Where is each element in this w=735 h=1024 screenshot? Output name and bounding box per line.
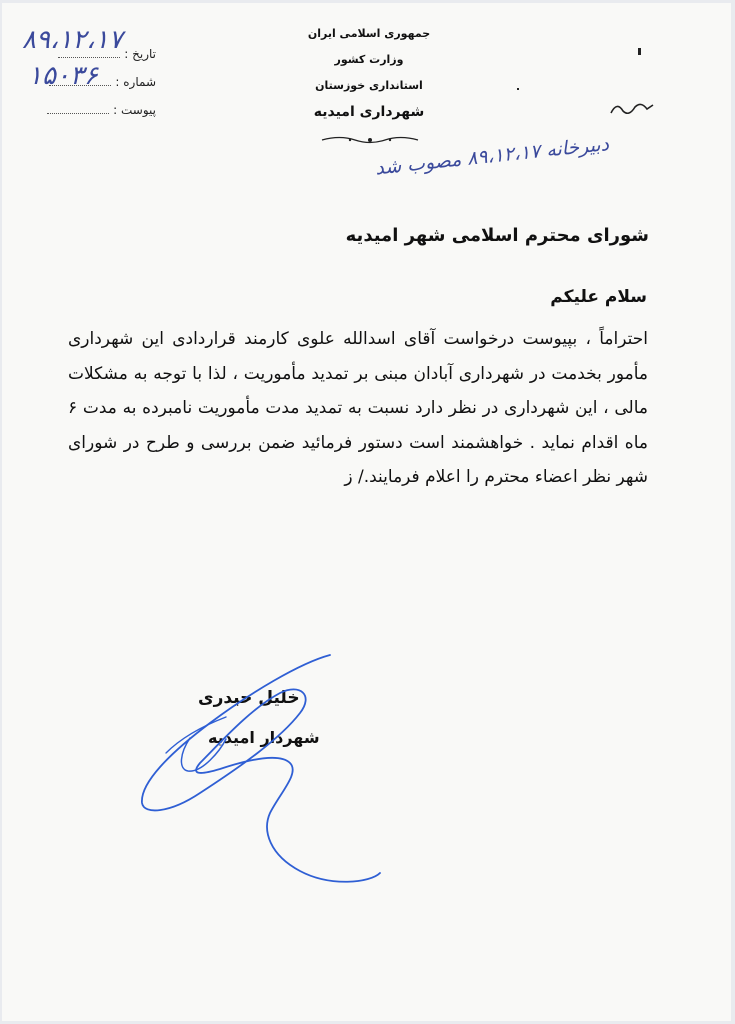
letter-body-text: احتراماً ، بپیوست درخواست آقای اسدالله علوی کارمند قراردادی این شهرداری مأمور بخدمت در شهرداری آبادان مبنی بر تمدید مأموریت ، لذا با توجه به مشکلات مالی ، این شهرداری در نظر دارد نسبت به تمدید مدت مأموریت نامبرده به مدت ۶ ماه اقدام نماید . خواهشمند است دستور فرمائید ضمن بررسی و طرح در شورای شهر نظر اعضاء محترم را اعلام فرمایند./ ز	[68, 329, 648, 487]
letterhead-line1: جمهوری اسلامی ایران	[307, 27, 431, 40]
handwritten-number: ۱۵۰۳۶	[28, 61, 98, 91]
recipient-line: شورای محترم اسلامی شهر امیدیه	[345, 225, 649, 246]
attachment-label: پیوست :	[113, 103, 156, 117]
ornament-divider	[320, 133, 420, 147]
attachment-dotted-line	[47, 113, 109, 114]
corner-mark	[638, 48, 641, 55]
greeting: سلام علیکم	[550, 287, 647, 307]
signer-title: شهردار امیدیه	[208, 728, 320, 747]
date-field	[58, 47, 156, 61]
date-dotted-line	[58, 57, 120, 58]
signature-drawing	[130, 643, 390, 903]
date-label: تاریخ :	[124, 47, 156, 61]
handwritten-date: ۸۹،۱۲،۱۷	[22, 25, 123, 55]
number-dotted-line	[49, 85, 111, 86]
letterhead-line3: استانداری خوزستان	[315, 79, 423, 92]
registration-stamp-scribble	[607, 97, 657, 119]
letterhead-line4: شهرداری امیدیه	[313, 104, 425, 120]
signer-name: خلیل حیدری	[198, 688, 300, 708]
corner-dot	[517, 88, 519, 90]
number-label: شماره :	[115, 75, 156, 89]
handwritten-registration-note: دبیرخانه ۸۹،۱۲،۱۷ مصوب شد	[374, 133, 610, 180]
letterhead-line2: وزارت کشور	[334, 53, 404, 66]
letter-page	[2, 3, 731, 1021]
letter-body	[68, 322, 648, 495]
number-field	[49, 75, 156, 89]
attachment-field	[47, 103, 156, 117]
